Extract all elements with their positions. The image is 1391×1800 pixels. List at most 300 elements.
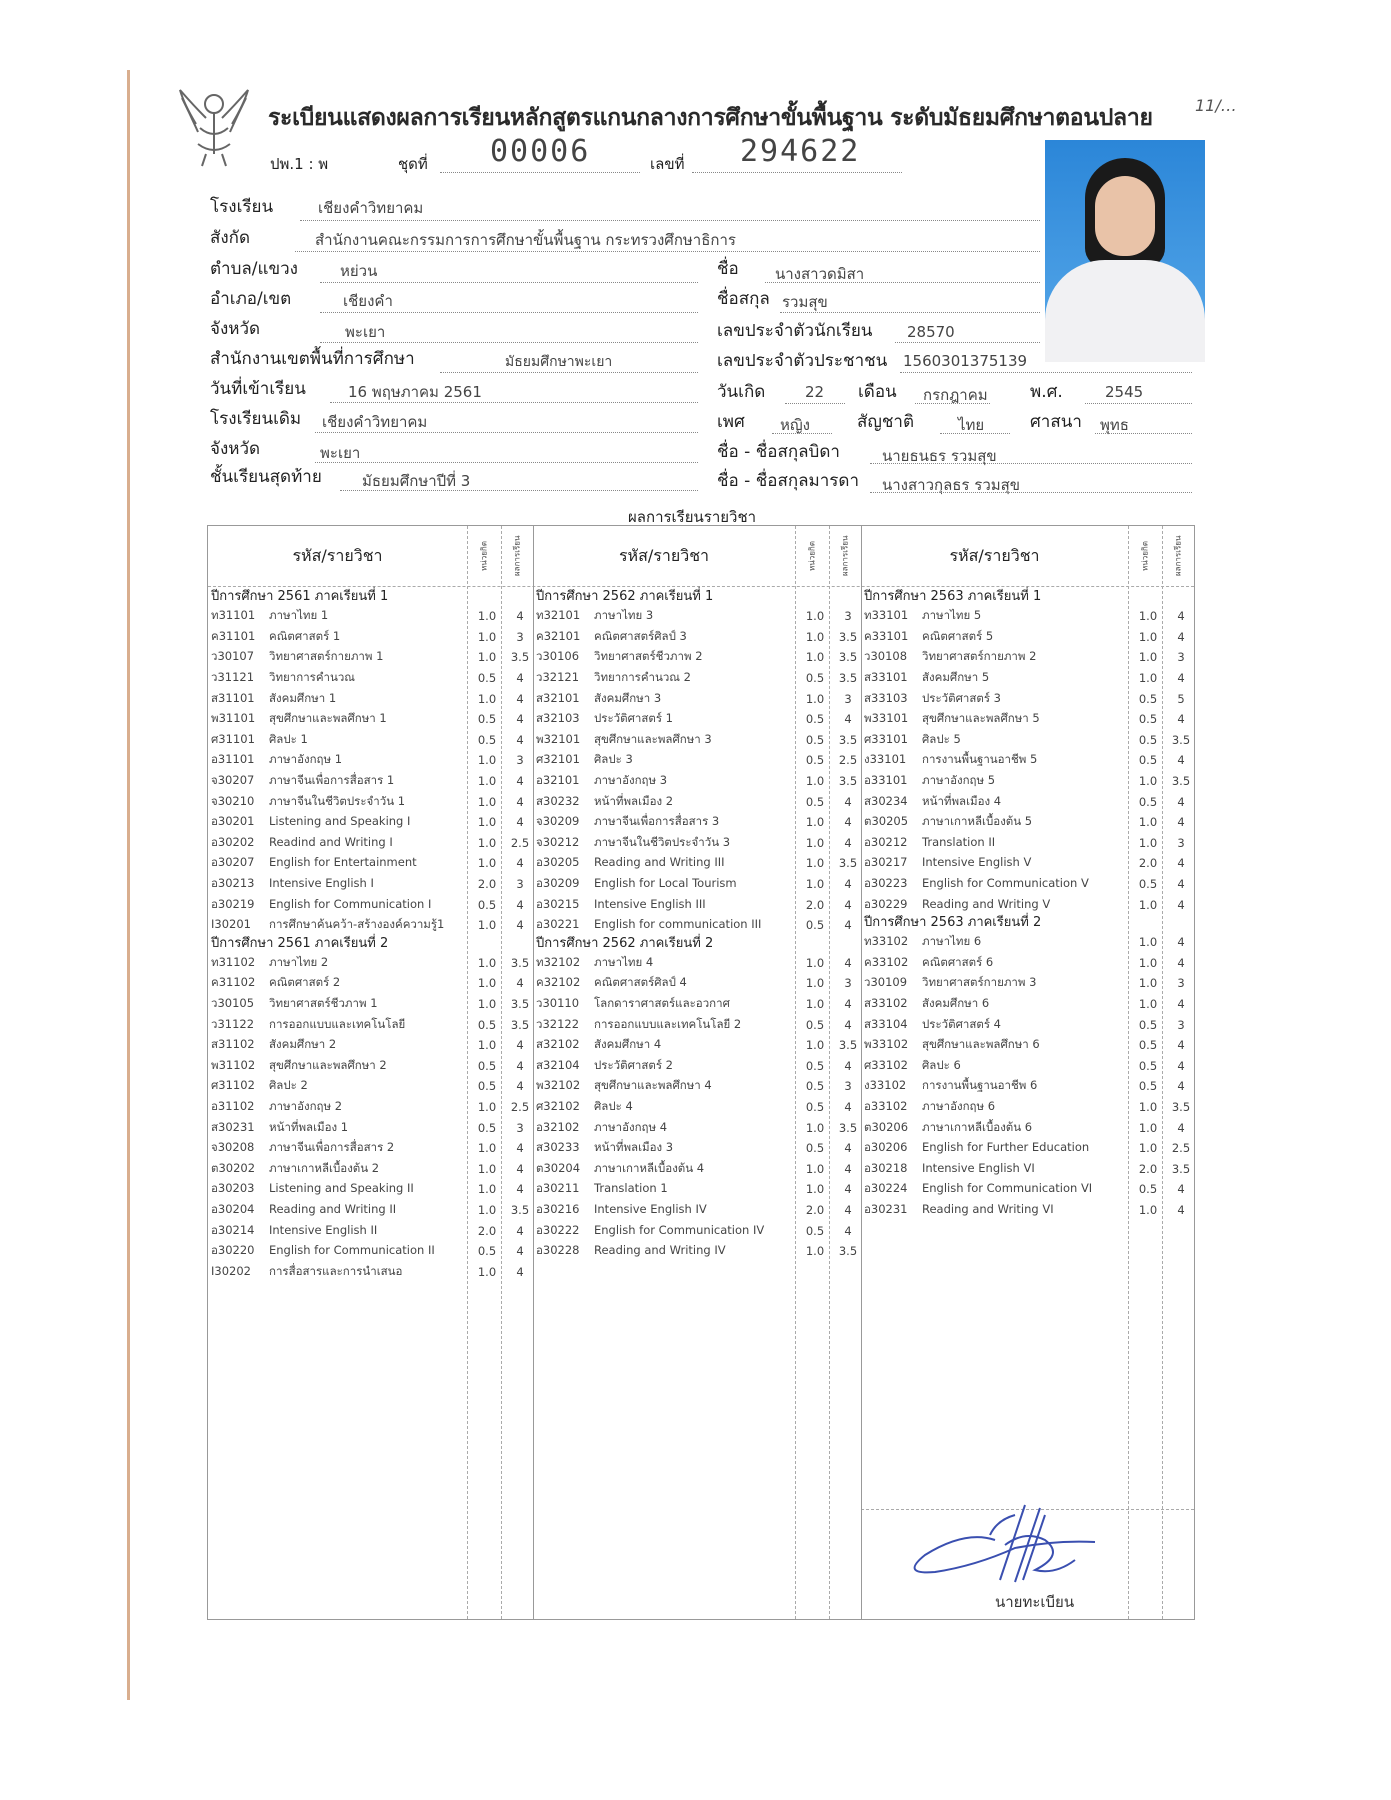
course-name: สังคมศึกษา 3 — [594, 690, 662, 705]
course-row — [208, 1158, 536, 1179]
surname-label: ชื่อสกุล — [717, 289, 770, 309]
course-row — [533, 1097, 864, 1118]
course-name: วิทยาศาสตร์ชีวภาพ 1 — [269, 995, 378, 1010]
course-code: ส33102 — [864, 995, 908, 1010]
grade-column-header: ผลการเรียน — [840, 535, 850, 577]
course-credit: 1.0 — [805, 1038, 825, 1053]
course-row — [861, 853, 1197, 874]
course-grade: 3.5 — [838, 774, 858, 789]
course-code: ว31122 — [211, 1016, 255, 1031]
course-name: หน้าที่พลเมือง 3 — [594, 1140, 674, 1155]
course-grade: 3.5 — [510, 1017, 530, 1032]
religion-label: ศาสนา — [1030, 412, 1082, 432]
course-row — [533, 1241, 864, 1262]
course-code: อ31101 — [211, 752, 255, 767]
course-row — [861, 1138, 1197, 1159]
course-code: ส33101 — [864, 670, 908, 685]
course-code: พ31101 — [211, 711, 256, 726]
course-name: สังคมศึกษา 4 — [594, 1037, 662, 1052]
course-name: ศิลปะ 1 — [269, 731, 308, 746]
credit-column-header: หน่วยกิต — [807, 541, 817, 571]
course-name: ศิลปะ 5 — [922, 731, 961, 746]
citizen-id-label: เลขประจำตัวประชาชน — [717, 351, 888, 371]
course-code: ว30105 — [211, 995, 255, 1010]
course-code: จ30212 — [536, 834, 580, 849]
course-credit: 1.0 — [805, 955, 825, 970]
course-row — [533, 953, 864, 974]
credit-column-header: หน่วยกิต — [479, 541, 489, 571]
course-grade: 3.5 — [838, 650, 858, 665]
course-row — [208, 1200, 536, 1221]
course-name: โลกดาราศาสตร์และอวกาศ — [594, 995, 730, 1010]
birth-month-label: เดือน — [858, 382, 897, 402]
school-value: เชียงคำวิทยาคม — [318, 199, 424, 217]
course-name: สุขศึกษาและพลศึกษา 1 — [269, 711, 387, 726]
course-grade: 3.5 — [1171, 732, 1191, 747]
course-row — [861, 1097, 1197, 1118]
birth-day-label: วันเกิด — [717, 382, 766, 402]
course-code: ค31101 — [211, 628, 256, 643]
course-name: ศิลปะ 4 — [594, 1098, 633, 1113]
course-grade: 3 — [516, 629, 524, 644]
course-grade: 4 — [844, 877, 852, 892]
course-row — [208, 1014, 536, 1035]
course-credit: 0.5 — [1138, 753, 1158, 768]
entry-date-value: 16 พฤษภาคม 2561 — [348, 383, 482, 401]
sex-label: เพศ — [717, 412, 745, 432]
course-credit: 0.5 — [477, 1244, 497, 1259]
course-credit: 1.0 — [477, 976, 497, 991]
course-code: ส32101 — [536, 690, 580, 705]
course-name: ภาษาไทย 4 — [594, 954, 654, 969]
father-label: ชื่อ - ชื่อสกุลบิดา — [717, 442, 840, 462]
course-code: อ30207 — [211, 855, 255, 870]
course-name: สุขศึกษาและพลศึกษา 2 — [269, 1057, 387, 1072]
course-grade: 4 — [1177, 753, 1185, 768]
course-name: การออกแบบและเทคโนโลยี 2 — [594, 1016, 742, 1031]
course-grade: 4 — [1177, 1202, 1185, 1217]
course-credit: 0.5 — [805, 1141, 825, 1156]
course-row — [533, 973, 864, 994]
course-credit: 0.5 — [1138, 877, 1158, 892]
course-credit: 1.0 — [1138, 609, 1158, 624]
course-grade: 3 — [1177, 1017, 1185, 1032]
course-name: การสื่อสารและการนำเสนอ — [269, 1263, 403, 1278]
course-code: ส30231 — [211, 1119, 255, 1134]
course-code: ท32102 — [536, 954, 581, 969]
course-row — [533, 709, 864, 730]
course-name: หน้าที่พลเมือง 1 — [269, 1119, 349, 1134]
course-credit: 0.5 — [477, 1079, 497, 1094]
course-credit: 1.0 — [1138, 815, 1158, 830]
course-grade: 4 — [516, 976, 524, 991]
course-row — [533, 606, 864, 627]
credit-column-header: หน่วยกิต — [1140, 541, 1150, 571]
district-value: เชียงคำ — [343, 292, 393, 310]
course-code: ส30234 — [864, 793, 908, 808]
course-grade: 4 — [516, 918, 524, 933]
course-grade: 2.5 — [510, 1099, 530, 1114]
course-row — [533, 1055, 864, 1076]
course-grade: 4 — [1177, 609, 1185, 624]
course-code: จ30209 — [536, 814, 580, 829]
course-credit: 1.0 — [805, 691, 825, 706]
course-code: ว30109 — [864, 975, 908, 990]
course-name: Listening and Speaking II — [269, 1181, 414, 1196]
course-name: หน้าที่พลเมือง 2 — [594, 793, 674, 808]
course-code: พ33101 — [864, 711, 909, 726]
course-row — [861, 647, 1197, 668]
area-office-label: สำนักงานเขตพื้นที่การศึกษา — [210, 349, 415, 369]
course-code: ส32102 — [536, 1037, 580, 1052]
course-name: คณิตศาสตร์ศิลป์ 3 — [594, 628, 687, 643]
course-row — [533, 1158, 864, 1179]
course-credit: 1.0 — [477, 996, 497, 1011]
province-value: พะเยา — [345, 323, 386, 341]
course-credit: 1.0 — [477, 794, 497, 809]
course-credit: 1.0 — [805, 856, 825, 871]
course-name: ภาษาจีนเพื่อการสื่อสาร 1 — [269, 773, 395, 788]
course-row — [861, 709, 1197, 730]
course-code: ศ33102 — [864, 1057, 908, 1072]
course-row — [861, 750, 1197, 771]
course-row — [533, 994, 864, 1015]
course-credit: 0.5 — [805, 671, 825, 686]
course-grade: 4 — [844, 955, 852, 970]
course-credit: 2.0 — [477, 877, 497, 892]
course-name: ภาษาอังกฤษ 5 — [922, 773, 996, 788]
course-name: การศึกษาค้นคว้า-สร้างองค์ความรู้1 — [269, 917, 445, 932]
course-row — [861, 606, 1197, 627]
course-grade: 4 — [516, 1038, 524, 1053]
course-grade: 4 — [1177, 1120, 1185, 1135]
course-code: อ30218 — [864, 1160, 908, 1175]
course-code: ศ31102 — [211, 1078, 255, 1093]
course-grade: 4 — [516, 671, 524, 686]
course-grade: 4 — [516, 897, 524, 912]
course-credit: 0.5 — [1138, 732, 1158, 747]
course-row — [533, 1179, 864, 1200]
course-credit: 0.5 — [477, 897, 497, 912]
course-row — [208, 894, 536, 915]
course-row — [208, 668, 536, 689]
course-name: ภาษาจีนเพื่อการสื่อสาร 3 — [594, 814, 720, 829]
course-credit: 0.5 — [805, 794, 825, 809]
course-grade: 3.5 — [838, 732, 858, 747]
course-row — [861, 1158, 1197, 1179]
course-name: ภาษาเกาหลีเบื้องต้น 5 — [922, 814, 1033, 829]
semester-label: ปีการศึกษา 2563 ภาคเรียนที่ 1 — [864, 589, 1042, 604]
grades-column — [208, 526, 533, 1619]
semester-header — [208, 936, 536, 953]
course-name: Reading and Writing VI — [922, 1201, 1054, 1216]
course-credit: 0.5 — [1138, 1079, 1158, 1094]
mother-value: นางสาวกุลธร รวมสุข — [882, 476, 1021, 494]
course-code: ว32122 — [536, 1016, 580, 1031]
citizen-id-value: 1560301375139 — [903, 352, 1028, 370]
course-grade: 4 — [516, 815, 524, 830]
course-code: ว30110 — [536, 995, 580, 1010]
course-name: ภาษาเกาหลีเบื้องต้น 4 — [594, 1160, 705, 1175]
course-name: การออกแบบและเทคโนโลยี — [269, 1016, 406, 1031]
course-row — [533, 1076, 864, 1097]
course-code: ว30106 — [536, 649, 580, 664]
course-code: อ30202 — [211, 834, 255, 849]
religion-value: พุทธ — [1100, 416, 1129, 434]
course-name: สุขศึกษาและพลศึกษา 6 — [922, 1037, 1040, 1052]
course-grade: 4 — [844, 1058, 852, 1073]
course-code: ท32101 — [536, 608, 581, 623]
course-grade: 4 — [844, 712, 852, 727]
course-row — [533, 668, 864, 689]
course-grade: 2.5 — [838, 753, 858, 768]
course-grade: 5 — [1177, 691, 1185, 706]
course-credit: 2.0 — [805, 897, 825, 912]
course-code: อ33101 — [864, 773, 908, 788]
course-grade: 3.5 — [838, 629, 858, 644]
course-grade: 4 — [1177, 629, 1185, 644]
course-code: อ30222 — [536, 1222, 580, 1237]
course-row — [208, 812, 536, 833]
course-code: อ30201 — [211, 814, 255, 829]
course-name: คณิตศาสตร์ศิลป์ 4 — [594, 975, 687, 990]
course-code: อ30223 — [864, 876, 908, 891]
course-name: ประวัติศาสตร์ 2 — [594, 1057, 673, 1072]
course-credit: 1.0 — [1138, 955, 1158, 970]
course-credit: 1.0 — [805, 1161, 825, 1176]
course-name: English for Local Tourism — [594, 876, 737, 891]
course-code: ท33101 — [864, 608, 909, 623]
course-code: อ30221 — [536, 917, 580, 932]
course-row — [208, 791, 536, 812]
course-grade: 4 — [516, 691, 524, 706]
course-grade: 4 — [1177, 815, 1185, 830]
previous-province-value: พะเยา — [320, 444, 361, 462]
semester-header — [861, 589, 1197, 606]
course-row — [208, 688, 536, 709]
course-name: ภาษาอังกฤษ 2 — [269, 1098, 343, 1113]
course-name: Intensive English VI — [922, 1160, 1035, 1175]
course-grade: 4 — [1177, 794, 1185, 809]
course-credit: 0.5 — [1138, 1017, 1158, 1032]
course-row — [861, 771, 1197, 792]
course-grade: 3.5 — [838, 1120, 858, 1135]
course-row — [208, 973, 536, 994]
course-row — [861, 730, 1197, 751]
sex-value: หญิง — [780, 416, 810, 434]
course-grade: 4 — [516, 1161, 524, 1176]
course-row — [861, 1035, 1197, 1056]
course-grade: 3 — [516, 753, 524, 768]
course-row — [533, 791, 864, 812]
course-row — [533, 874, 864, 895]
course-credit: 1.0 — [805, 1182, 825, 1197]
course-grade: 4 — [1177, 1182, 1185, 1197]
course-row — [533, 1138, 864, 1159]
course-grade: 4 — [844, 1182, 852, 1197]
course-grade: 4 — [844, 1161, 852, 1176]
course-row — [533, 833, 864, 854]
course-name: ภาษาเกาหลีเบื้องต้น 6 — [922, 1119, 1033, 1134]
course-row — [861, 1117, 1197, 1138]
course-grade: 4 — [1177, 712, 1185, 727]
course-row — [861, 973, 1197, 994]
semester-header — [861, 915, 1197, 932]
course-code: ต30205 — [864, 814, 909, 829]
course-row — [861, 1179, 1197, 1200]
course-grade: 4 — [844, 1099, 852, 1114]
course-name: สังคมศึกษา 2 — [269, 1037, 337, 1052]
set-number: 00006 — [490, 134, 591, 169]
course-grade: 4 — [844, 1017, 852, 1032]
course-name: ภาษาไทย 5 — [922, 608, 982, 623]
course-code: อ30220 — [211, 1243, 255, 1258]
student-id-label: เลขประจำตัวนักเรียน — [717, 321, 873, 341]
course-row — [208, 1117, 536, 1138]
course-name: ศิลปะ 2 — [269, 1078, 308, 1093]
course-credit: 1.0 — [805, 996, 825, 1011]
course-name: Intensive English III — [594, 896, 706, 911]
course-grade: 3 — [1177, 976, 1185, 991]
course-grade: 4 — [844, 897, 852, 912]
course-credit: 0.5 — [805, 753, 825, 768]
course-credit: 1.0 — [477, 1099, 497, 1114]
course-credit: 1.0 — [1138, 1120, 1158, 1135]
course-credit: 1.0 — [477, 650, 497, 665]
course-credit: 0.5 — [477, 732, 497, 747]
course-row — [861, 994, 1197, 1015]
semester-header — [533, 589, 864, 606]
course-credit: 0.5 — [477, 1058, 497, 1073]
course-grade: 4 — [516, 856, 524, 871]
course-name: สังคมศึกษา 1 — [269, 690, 337, 705]
course-row — [533, 1220, 864, 1241]
course-credit: 0.5 — [477, 712, 497, 727]
semester-label: ปีการศึกษา 2562 ภาคเรียนที่ 2 — [536, 935, 714, 951]
course-name: วิทยาการคำนวณ 2 — [594, 670, 691, 685]
course-credit: 1.0 — [477, 691, 497, 706]
course-grade: 4 — [844, 918, 852, 933]
course-credit: 0.5 — [805, 712, 825, 727]
course-grade: 3.5 — [838, 856, 858, 871]
course-name: English for Communication I — [269, 896, 432, 911]
course-code: อ30215 — [536, 896, 580, 911]
course-row — [208, 709, 536, 730]
course-code: ง33101 — [864, 752, 907, 767]
course-row — [861, 791, 1197, 812]
document-number: 294622 — [740, 134, 861, 169]
course-name: ภาษาไทย 3 — [594, 608, 654, 623]
course-grade: 3 — [844, 609, 852, 624]
course-name: วิทยาศาสตร์กายภาพ 3 — [922, 975, 1037, 990]
course-code: I30201 — [211, 917, 251, 932]
school-label: โรงเรียน — [210, 197, 274, 217]
course-name: English for Communication IV — [594, 1222, 765, 1237]
course-code: อ30229 — [864, 896, 908, 911]
course-grade: 4 — [516, 1079, 524, 1094]
previous-school-label: โรงเรียนเดิม — [210, 409, 302, 429]
nationality-value: ไทย — [958, 416, 985, 434]
course-credit: 0.5 — [1138, 1038, 1158, 1053]
course-grade: 4 — [1177, 877, 1185, 892]
course-name: การงานพื้นฐานอาชีพ 5 — [922, 752, 1038, 767]
course-credit: 1.0 — [477, 1161, 497, 1176]
course-credit: 1.0 — [1138, 671, 1158, 686]
course-grade: 4 — [1177, 1038, 1185, 1053]
course-name: ภาษาอังกฤษ 6 — [922, 1098, 996, 1113]
course-credit: 1.0 — [805, 1244, 825, 1259]
course-credit: 1.0 — [1138, 1141, 1158, 1156]
table-caption: ผลการเรียนรายวิชา — [628, 508, 757, 526]
subdistrict-value: หย่วน — [340, 262, 378, 280]
course-name: ภาษาอังกฤษ 4 — [594, 1119, 668, 1134]
course-grade: 2.5 — [1171, 1141, 1191, 1156]
course-credit: 1.0 — [805, 629, 825, 644]
previous-province-label: จังหวัด — [210, 439, 261, 459]
course-code: อ32101 — [536, 773, 580, 788]
district-label: อำเภอ/เขต — [210, 289, 292, 309]
course-credit: 1.0 — [477, 609, 497, 624]
course-row — [533, 853, 864, 874]
course-name: วิทยาศาสตร์ชีวภาพ 2 — [594, 649, 703, 664]
course-name: Reading and Writing IV — [594, 1243, 726, 1258]
course-code: I30202 — [211, 1263, 251, 1278]
course-name: ภาษาอังกฤษ 1 — [269, 752, 343, 767]
course-grade: 3.5 — [1171, 1099, 1191, 1114]
document-title: ระเบียนแสดงผลการเรียนหลักสูตรแกนกลางการศึกษาขั้นพื้นฐาน ระดับมัธยมศึกษาตอนปลาย — [268, 105, 1153, 131]
course-code: ง33102 — [864, 1078, 907, 1093]
course-grade: 3 — [516, 1120, 524, 1135]
student-photo — [1045, 140, 1205, 362]
course-credit: 0.5 — [805, 732, 825, 747]
course-row — [861, 688, 1197, 709]
course-row — [208, 1035, 536, 1056]
course-grade: 4 — [1177, 856, 1185, 871]
birth-year-label: พ.ศ. — [1030, 382, 1063, 402]
course-name: English for Communication V — [922, 876, 1089, 891]
course-credit: 1.0 — [805, 1120, 825, 1135]
area-office-value: มัธยมศึกษาพะเยา — [505, 354, 613, 370]
course-name: คณิตศาสตร์ 5 — [922, 628, 994, 643]
form-code: ปพ.1 : พ — [270, 155, 329, 173]
course-row — [208, 606, 536, 627]
course-credit: 1.0 — [477, 1141, 497, 1156]
course-credit: 0.5 — [1138, 794, 1158, 809]
course-code: อ30219 — [211, 896, 255, 911]
course-code: พ32102 — [536, 1078, 581, 1093]
subject-column-header: รหัส/รายวิชา — [292, 545, 383, 565]
affiliation-value: สำนักงานคณะกรรมการการศึกษาขั้นพื้นฐาน กระทรวงศึกษาธิการ — [315, 231, 736, 249]
course-credit: 0.5 — [477, 1120, 497, 1135]
course-credit: 1.0 — [805, 877, 825, 892]
course-credit: 2.0 — [1138, 856, 1158, 871]
semester-label: ปีการศึกษา 2561 ภาคเรียนที่ 1 — [211, 589, 389, 604]
course-credit: 1.0 — [1138, 835, 1158, 850]
course-credit: 1.0 — [477, 1264, 497, 1279]
birth-year-value: 2545 — [1105, 383, 1144, 401]
course-grade: 4 — [1177, 996, 1185, 1011]
course-credit: 1.0 — [477, 856, 497, 871]
course-code: อ30214 — [211, 1222, 255, 1237]
course-code: ค32101 — [536, 628, 581, 643]
course-grade: 4 — [1177, 935, 1185, 950]
course-grade: 4 — [516, 1244, 524, 1259]
course-code: พ31102 — [211, 1057, 256, 1072]
course-name: การงานพื้นฐานอาชีพ 6 — [922, 1078, 1038, 1093]
course-name: ภาษาจีนในชีวิตประจำวัน 1 — [269, 793, 406, 808]
course-row — [533, 812, 864, 833]
course-row — [533, 627, 864, 648]
